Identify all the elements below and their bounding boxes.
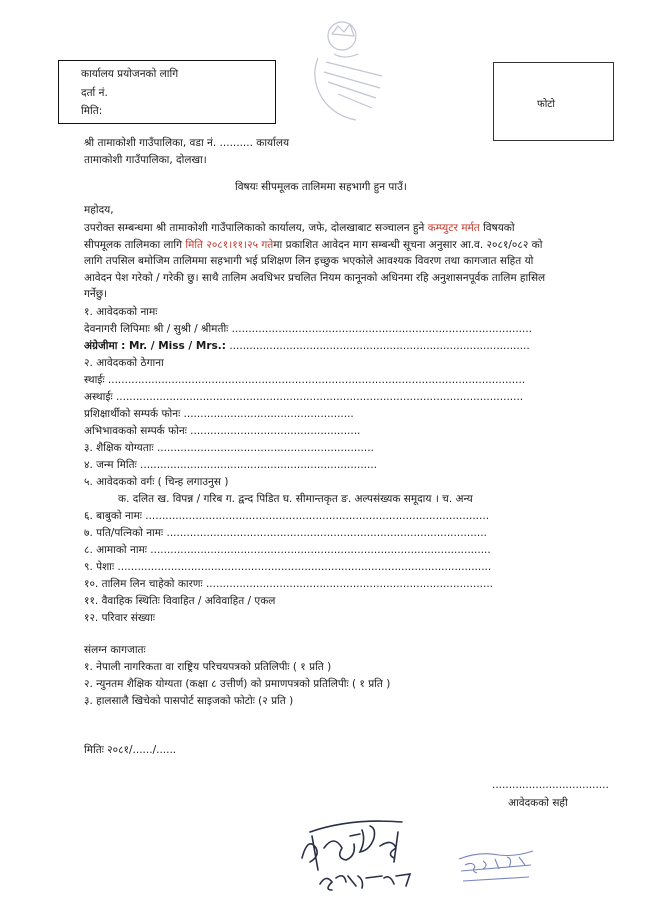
- signature-label: आवेदकको सही: [508, 797, 568, 809]
- field-permanent-address: स्थाईः .............................................................................................................................: [84, 374, 526, 386]
- registration-number-label: दर्ता नं.: [81, 87, 108, 99]
- field-address: २. आवेदकको ठेगाना: [84, 357, 164, 369]
- handwritten-signature: [290, 806, 440, 896]
- attachment-item-2: २. न्युनतम शैक्षिक योग्यता (कक्षा ८ उत्तीर्ण) को प्रमाणपत्रको प्रतिलिपीः ( १ प्रति ): [84, 678, 391, 690]
- field-category-options: क. दलित ख. विपन्न / गरिब ग. द्वन्द पिडित घ. सीमान्तकृत ङ. अल्पसंख्यक समूदाय । च. अन्य: [118, 493, 473, 505]
- field-training-reason: १०. तालिम लिन चाहेको कारणः ......................................................................................: [84, 578, 494, 590]
- field-mother-name: ८. आमाको नामः ......................................................................................................: [84, 544, 491, 556]
- field-guardian-phone: अभिभावकको सम्पर्क फोनः ...................................................: [84, 425, 361, 437]
- attachment-item-1: १. नेपाली नागरिकता वा राष्ट्रिय परिचयपत्रको प्रतिलिपीः ( १ प्रति ): [84, 661, 332, 673]
- attachments-title: संलग्न कागजातः: [84, 644, 146, 656]
- addressee-line-2: तामाकोशी गाउँपालिका, दोलखा।: [84, 154, 207, 166]
- office-use-box: [58, 60, 276, 124]
- field-name-english: [84, 339, 530, 353]
- field-occupation: ९. पेशाः ................................................................................................................: [84, 561, 492, 573]
- body-paragraph: [84, 220, 554, 303]
- official-stamp: [455, 847, 539, 891]
- photo-label: फोटो: [537, 99, 555, 110]
- field-spouse-name: ७. पति/पत्निको नामः ................................................................................................: [84, 527, 487, 539]
- addressee-line-1: श्री तामाकोशी गाउँपालिका, वडा नं. .......... कार्यालय: [84, 137, 290, 149]
- office-use-title: कार्यालय प्रयोजनको लागि: [81, 68, 179, 80]
- office-date-label: मिति:: [81, 105, 103, 117]
- field-temporary-address: अस्थाईः ..........................................................................................................................: [84, 391, 524, 403]
- body-text-1: उपरोक्त सम्बन्धमा श्री तामाकोशी गाउँपालिकाको कार्यालय, जफे, दोलखाबाट सञ्चालन हुने: [84, 222, 428, 234]
- field-applicant-name: १. आवेदकको नामः: [84, 306, 158, 318]
- field-family-size: १२. परिवार संख्याः: [84, 612, 155, 624]
- subject-line: विषयः सीपमूलक तालिममा सहभागी हुन पाउँ।: [235, 181, 407, 193]
- signature-dots: ...................................: [492, 779, 609, 791]
- salutation: महोदय,: [84, 204, 114, 216]
- attachment-item-3: ३. हालसालै खिचेको पासपोर्ट साइजको फोटोः (२ प्रति ): [84, 695, 294, 707]
- field-birth-date: ४. जन्म मितिः .......................................................................: [84, 459, 378, 471]
- field-trainee-phone: प्रशिक्षार्थीको सम्पर्क फोनः ...................................................: [84, 408, 354, 420]
- course-name: कम्प्युटर मर्मत: [427, 222, 480, 234]
- body-text-2: विषयको सीपमूलक तालिमका लागि: [84, 222, 515, 251]
- field-marital-status: ११. वैवाहिक स्थितिः विवाहित / अविवाहित / एकल: [84, 595, 276, 607]
- notice-date: मिति २०८१।११।२५ गते: [185, 238, 274, 251]
- photo-box: [493, 62, 614, 141]
- body-text-3: मा प्रकाशित आवेदन माग सम्बन्धी सूचना अनुसार आ.व. २०८१/०८२ को लागि तपसिल बमोजिम तालिममा सहभागी भई प्रशिक्षण लिन इच्छुक भएकोले आवश्यक विवरण तथा कागजात सहित यो आवेदन पेश गरेको / गरेकी छु। साथै तालिम अवधिभर प्रचलित नियम कानूनको अधिनमा रहि अनुशासनपूर्वक तालिम हासिल गर्नेछु।: [84, 238, 546, 300]
- field-education: ३. शैक्षिक योग्यताः .................................................................: [84, 442, 374, 454]
- field-name-english-label: अंग्रेजीमा : Mr. / Miss / Mrs.:: [84, 340, 226, 352]
- field-category: ५. आवेदकको वर्गः ( चिन्ह लगाउनुस ): [84, 476, 229, 488]
- official-seal: [298, 14, 394, 126]
- field-father-name: ६. बाबुको नामः .......................................................................................................: [84, 510, 490, 522]
- footer-date: मितिः २०८१/....../......: [84, 744, 177, 756]
- field-name-english-dots: ..........................................................................................: [226, 340, 530, 352]
- field-name-devanagari: देवनागरी लिपिमाः श्री / सुश्री / श्रीमतीः ..........................................................................................: [84, 323, 533, 335]
